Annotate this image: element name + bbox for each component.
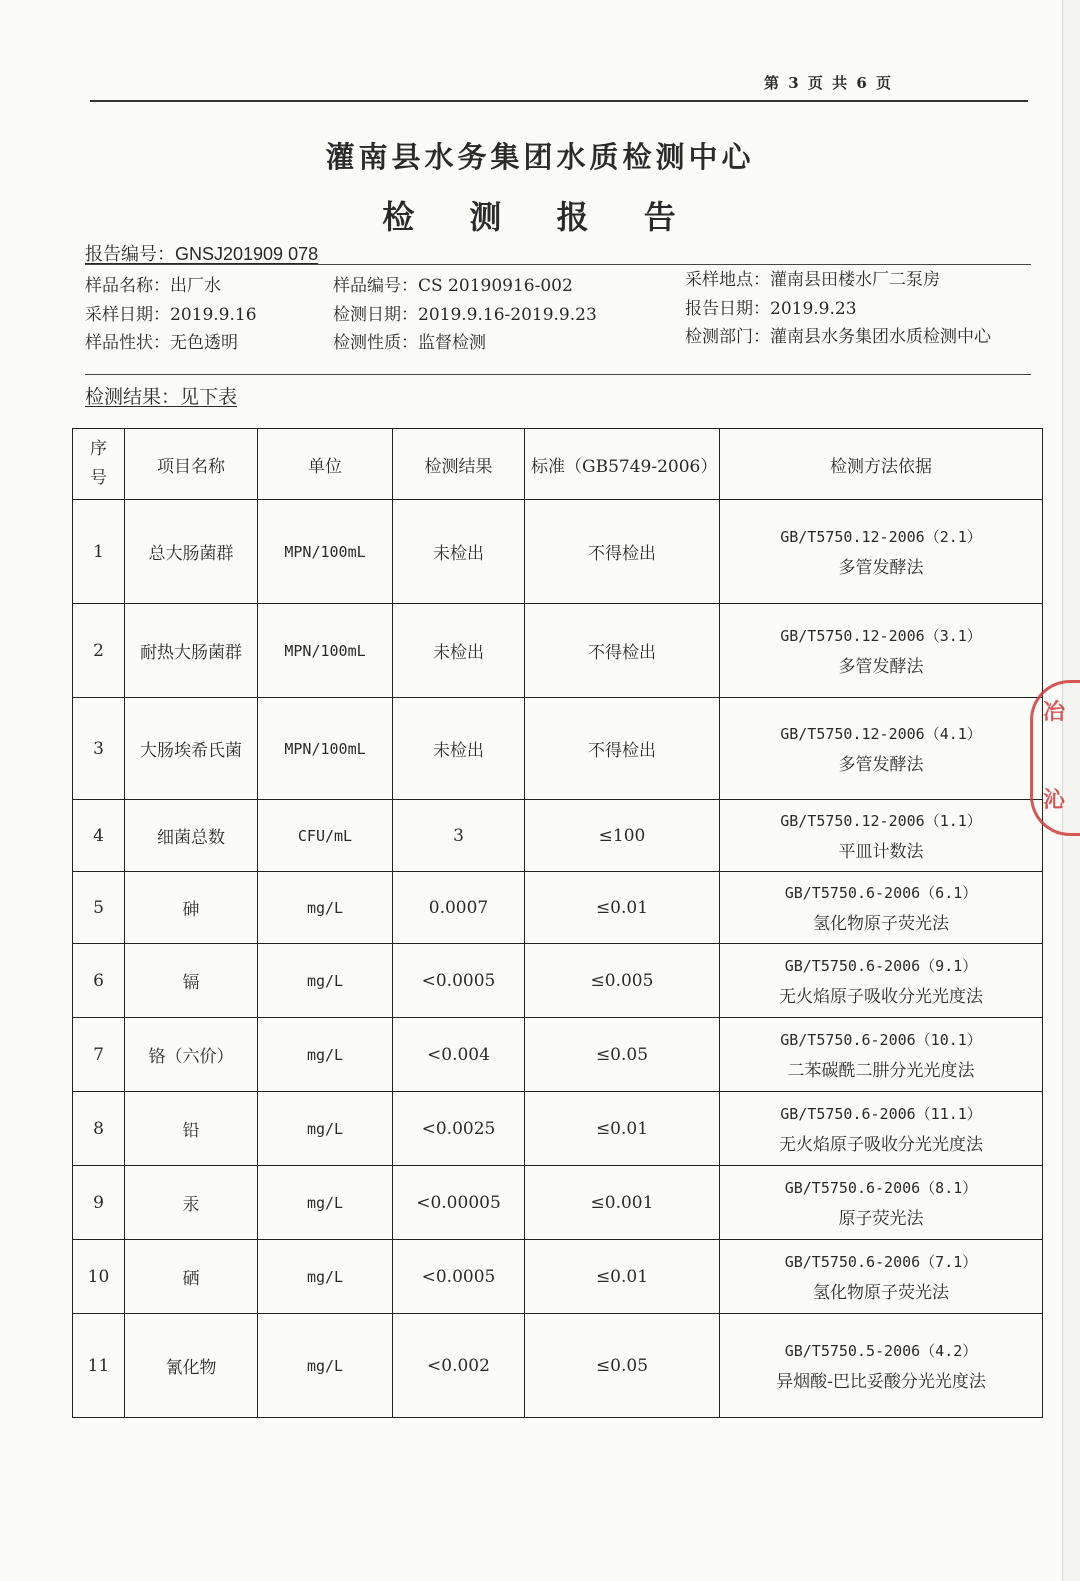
- table-row: [73, 698, 1043, 800]
- sample-code-label: 样品编号：: [333, 276, 418, 296]
- cell-unit: MPN/100mL: [258, 604, 393, 698]
- cell-method: [720, 604, 1043, 698]
- sample-name-label: 样品名称：: [85, 276, 170, 296]
- header-no: 序号: [73, 429, 125, 500]
- cell-result: <0.00005: [393, 1166, 525, 1240]
- method-code: GB/T5750.12-2006（4.1）: [780, 724, 982, 743]
- red-seal-stamp: 冶 沁: [1030, 680, 1080, 836]
- method-name: 多管发酵法: [838, 754, 924, 775]
- test-date-value: 2019.9.16-2019.9.23: [418, 305, 597, 325]
- method-name: 二苯碳酰二肼分光光度法: [787, 1060, 975, 1081]
- test-nature-label: 检测性质：: [333, 333, 418, 353]
- org-name: 灌南县水务集团水质检测中心: [325, 140, 755, 174]
- sample-state-label: 样品性状：: [85, 333, 170, 353]
- table-row: [73, 872, 1043, 944]
- cell-standard: 不得检出: [525, 604, 720, 698]
- cell-no: 3: [73, 698, 125, 800]
- cell-result: <0.0005: [393, 944, 525, 1018]
- cell-item: 大肠埃希氏菌: [125, 698, 258, 800]
- header-result: 检测结果: [393, 429, 525, 500]
- test-date-label: 检测日期：: [333, 305, 418, 325]
- cell-item: 铬（六价）: [125, 1018, 258, 1092]
- test-nature-field: [333, 328, 486, 353]
- sample-date-field: [85, 300, 257, 325]
- cell-method: [720, 500, 1043, 604]
- sample-state-value: 无色透明: [170, 333, 238, 353]
- test-nature-value: 监督检测: [418, 333, 486, 353]
- sample-date-value: 2019.9.16: [170, 305, 257, 325]
- table-row: [73, 1166, 1043, 1240]
- cell-method: [720, 1314, 1043, 1418]
- method-name: 无火焰原子吸收分光光度法: [779, 986, 983, 1007]
- cell-item: 砷: [125, 872, 258, 944]
- cell-standard: ≤0.05: [525, 1018, 720, 1092]
- cell-no: 6: [73, 944, 125, 1018]
- cell-item: 总大肠菌群: [125, 500, 258, 604]
- cell-unit: mg/L: [258, 872, 393, 944]
- cell-standard: 不得检出: [525, 500, 720, 604]
- cell-no: 9: [73, 1166, 125, 1240]
- cell-no: 7: [73, 1018, 125, 1092]
- cell-unit: MPN/100mL: [258, 698, 393, 800]
- cell-standard: ≤100: [525, 800, 720, 872]
- cell-result: 0.0007: [393, 872, 525, 944]
- cell-method: [720, 800, 1043, 872]
- cell-unit: mg/L: [258, 1166, 393, 1240]
- sample-site-value: 灌南县田楼水厂二泵房: [770, 270, 940, 290]
- cell-item: 硒: [125, 1240, 258, 1314]
- cell-result: <0.0025: [393, 1092, 525, 1166]
- table-row: [73, 500, 1043, 604]
- method-code: GB/T5750.12-2006（3.1）: [780, 626, 982, 645]
- cell-item: 铅: [125, 1092, 258, 1166]
- table-row: [73, 1092, 1043, 1166]
- cell-result: <0.004: [393, 1018, 525, 1092]
- table-row: [73, 1240, 1043, 1314]
- method-name: 平皿计数法: [838, 841, 924, 862]
- cell-unit: mg/L: [258, 1018, 393, 1092]
- method-name: 氢化物原子荧光法: [813, 913, 949, 934]
- header-method: 检测方法依据: [720, 429, 1043, 500]
- sample-code-field: [333, 271, 573, 296]
- header-rule: [90, 100, 1028, 102]
- cell-method: [720, 1092, 1043, 1166]
- header-standard: 标准（GB5749-2006）: [525, 429, 720, 500]
- sample-name-value: 出厂水: [170, 276, 221, 296]
- cell-method: [720, 1240, 1043, 1314]
- cell-result: <0.0005: [393, 1240, 525, 1314]
- cell-result: 未检出: [393, 604, 525, 698]
- cell-unit: mg/L: [258, 1240, 393, 1314]
- cell-result: 3: [393, 800, 525, 872]
- method-code: GB/T5750.5-2006（4.2）: [784, 1341, 978, 1360]
- method-name: 异烟酸-巴比妥酸分光光度法: [776, 1371, 986, 1392]
- cell-no: 4: [73, 800, 125, 872]
- report-date-value: 2019.9.23: [770, 299, 857, 319]
- report-title: 检 测 报 告: [382, 198, 698, 236]
- cell-item: 氰化物: [125, 1314, 258, 1418]
- cell-unit: mg/L: [258, 1314, 393, 1418]
- cell-no: 10: [73, 1240, 125, 1314]
- cell-unit: mg/L: [258, 944, 393, 1018]
- method-code: GB/T5750.6-2006（6.1）: [784, 883, 978, 902]
- cell-standard: ≤0.01: [525, 872, 720, 944]
- method-code: GB/T5750.6-2006（8.1）: [784, 1178, 978, 1197]
- report-date-field: [685, 294, 857, 319]
- table-row: [73, 604, 1043, 698]
- method-code: GB/T5750.6-2006（7.1）: [784, 1252, 978, 1271]
- cell-item: 汞: [125, 1166, 258, 1240]
- method-code: GB/T5750.6-2006（9.1）: [784, 956, 978, 975]
- test-dept-label: 检测部门：: [685, 327, 770, 347]
- cell-no: 8: [73, 1092, 125, 1166]
- sample-name-field: [85, 271, 221, 296]
- cell-standard: ≤0.001: [525, 1166, 720, 1240]
- sample-date-label: 采样日期：: [85, 305, 170, 325]
- cell-standard: 不得检出: [525, 698, 720, 800]
- info-bottom-rule: [85, 374, 1031, 375]
- test-date-field: [333, 300, 597, 325]
- cell-unit: mg/L: [258, 1092, 393, 1166]
- cell-unit: MPN/100mL: [258, 500, 393, 604]
- cell-no: 2: [73, 604, 125, 698]
- cell-item: 镉: [125, 944, 258, 1018]
- table-row: [73, 944, 1043, 1018]
- header-item: 项目名称: [125, 429, 258, 500]
- table-row: [73, 1314, 1043, 1418]
- cell-result: 未检出: [393, 698, 525, 800]
- sample-code-value: CS 20190916-002: [418, 276, 573, 296]
- method-name: 多管发酵法: [838, 557, 924, 578]
- results-body: [73, 500, 1043, 1418]
- cell-standard: ≤0.01: [525, 1092, 720, 1166]
- cell-result: 未检出: [393, 500, 525, 604]
- report-date-label: 报告日期：: [685, 299, 770, 319]
- sample-site-label: 采样地点：: [685, 270, 770, 290]
- cell-no: 1: [73, 500, 125, 604]
- test-dept-field: [685, 322, 991, 347]
- cell-no: 5: [73, 872, 125, 944]
- cell-standard: ≤0.005: [525, 944, 720, 1018]
- cell-unit: CFU/mL: [258, 800, 393, 872]
- method-code: GB/T5750.12-2006（2.1）: [780, 527, 982, 546]
- method-name: 多管发酵法: [838, 656, 924, 677]
- cell-result: <0.002: [393, 1314, 525, 1418]
- test-dept-value: 灌南县水务集团水质检测中心: [770, 327, 991, 347]
- method-code: GB/T5750.6-2006（11.1）: [780, 1104, 982, 1123]
- method-code: GB/T5750.12-2006（1.1）: [780, 811, 982, 830]
- sample-site-field: [685, 265, 940, 290]
- cell-method: [720, 1166, 1043, 1240]
- sample-state-field: [85, 328, 238, 353]
- cell-no: 11: [73, 1314, 125, 1418]
- cell-item: 细菌总数: [125, 800, 258, 872]
- page-indicator: 第 3 页 共 6 页: [764, 74, 893, 92]
- method-name: 氢化物原子荧光法: [813, 1282, 949, 1303]
- method-name: 原子荧光法: [838, 1208, 924, 1229]
- table-row: [73, 1018, 1043, 1092]
- cell-method: [720, 944, 1043, 1018]
- results-label: 检测结果：见下表: [85, 386, 238, 408]
- table-header-row: [73, 429, 1043, 500]
- cell-method: [720, 1018, 1043, 1092]
- cell-item: 耐热大肠菌群: [125, 604, 258, 698]
- header-unit: 单位: [258, 429, 393, 500]
- method-name: 无火焰原子吸收分光光度法: [779, 1134, 983, 1155]
- results-table: [72, 428, 1043, 1418]
- cell-method: [720, 698, 1043, 800]
- cell-method: [720, 872, 1043, 944]
- cell-standard: ≤0.01: [525, 1240, 720, 1314]
- table-row: [73, 800, 1043, 872]
- method-code: GB/T5750.6-2006（10.1）: [780, 1030, 982, 1049]
- report-number: 报告编号：GNSJ201909 078: [85, 244, 319, 264]
- cell-standard: ≤0.05: [525, 1314, 720, 1418]
